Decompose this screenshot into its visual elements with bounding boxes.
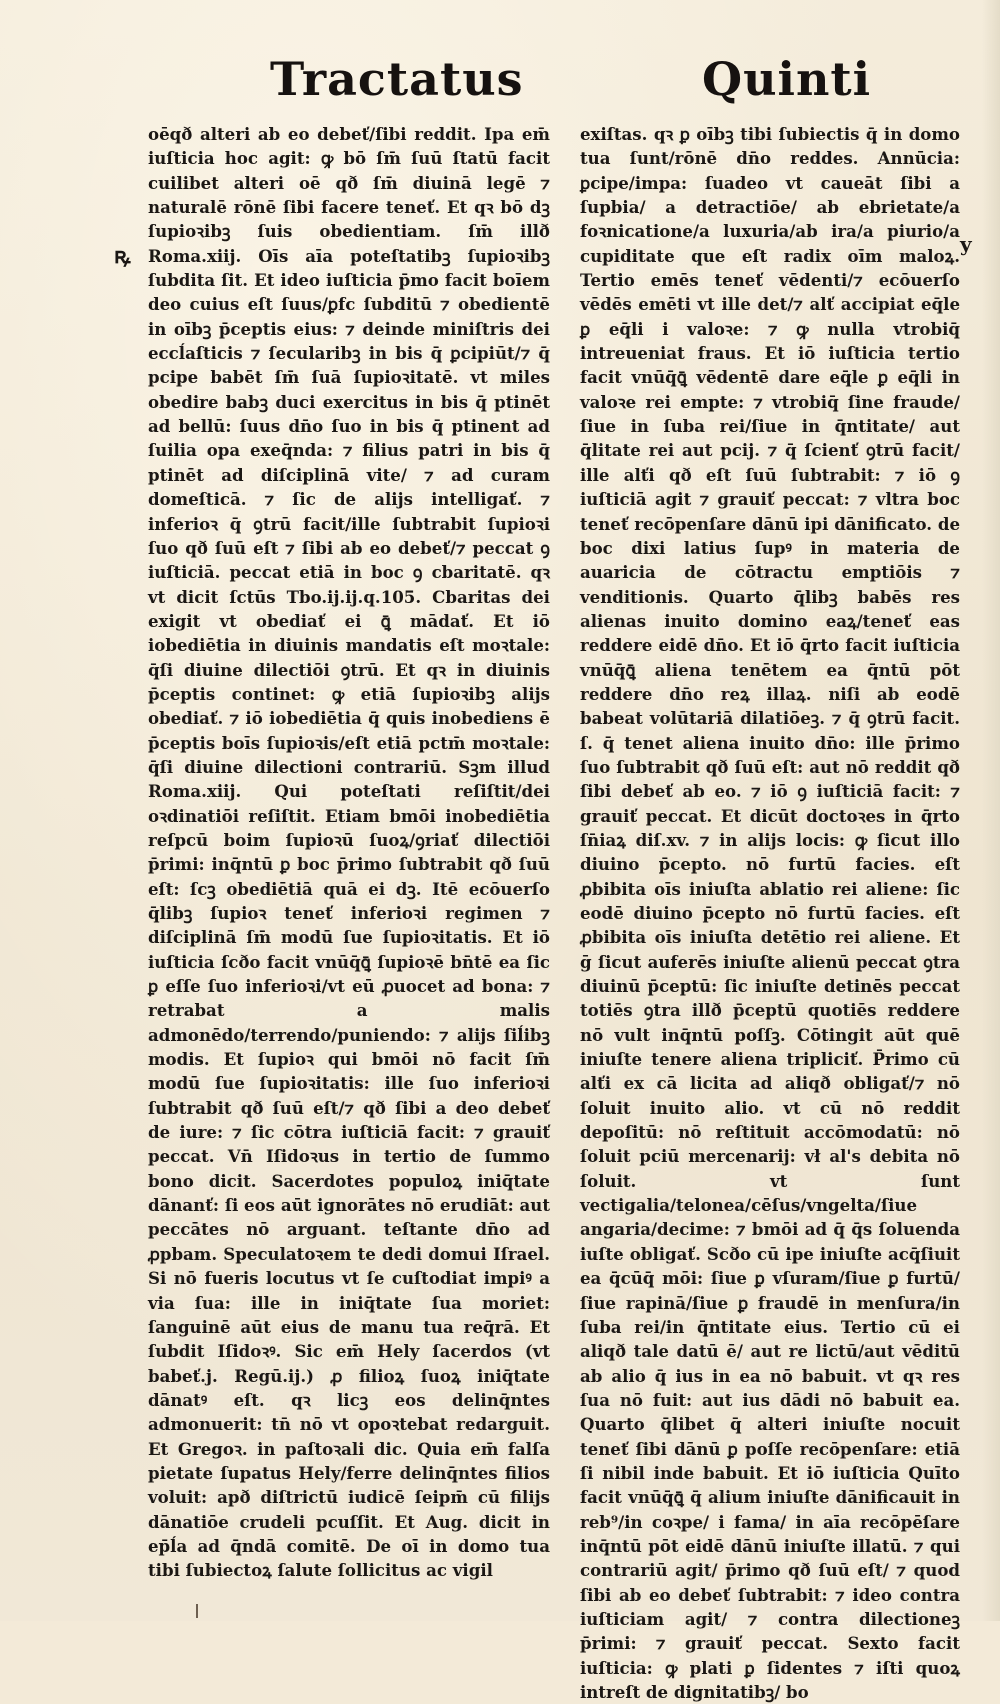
column-right-text: exiſtas. qꝛ ꝑ oībꝫ tibi ſubiectis q̄ in domo tua ſunt/rōnē dn̄o reddes. Annūcia: ꝑcipe/impa: ſuadeo vt caueāt ſibi a ſupbia/ a detractiōe/ ab ebrietate/a foꝛnicatione/a luxuria/ab ira/a piurio/a cupiditate que eſt radix oīm maloꝝ. Tertio emēs teneť vēdenti/⁊ ecōuerſo vēdēs emēti vt ille det/⁊ alť accipiat eq̄le ꝑ eq̄li i valoꝛe: ⁊ ꝙ nulla vtrobiq̄ intreueniat fraus. Et iō iuſticia tertio facit vnūq̄ꝗ̄ vēdentē dare eq̄le ꝑ eq̄li in valoꝛe rei empte: ⁊ vtrobiq̄ ſine fraude/ſiue in ſuba rei/ſiue in q̄ntitate/ aut q̄litate rei aut pcij. ⁊ q̄ ſcienť ꝯtrū facit/ ille alťi qð eſt ſuū ſubtrabit: ⁊ iō ꝯ iuſticiā agit ⁊ grauiť peccat: ⁊ vltra boc teneť recōpenſare dānū ipi dānificato. de boc dixi latius ſupꝰ in materia de auaricia de cōtractu emptiōis ⁊ venditionis. Quarto q̄libꝫ babēs res alienas inuito domino eaꝝ/teneť eas reddere eidē dn̄o. Et iō q̄rto facit iuſticia vnūq̄ꝗ̄ aliena tenētem ea q̄ntū pōt reddere dn̄o reꝝ illaꝝ. niſi ab eodē babeat volūtariā dilatiōeꝫ. ⁊ q̄ ꝯtrū facit. ſ. q̄ tenet aliena inuito dn̄o: ille p̄rimo ſuo ſubtrabit qð ſuū eſt: aut nō reddit qð ſibi debeť ab eo. ⁊ iō ꝯ iuſticiā facit: ⁊ grauiť peccat. Et dicūt doctoꝛes in q̄rto ſn̄iaꝝ diſ.xv. ⁊ in alijs locis: ꝙ ſicut illo diuino p̄cepto. nō furtū facies. eſt ꝓbibita oīs iniuſta ablatio rei aliene: ſic eodē diuino p̄cepto nō furtū facies. eſt ꝓbibita oīs iniuſta detētio rei aliene. Et ḡ ſicut auferēs iniuſte alienū peccat ꝯtra diuinū p̄ceptū: ſic iniuſte detinēs peccat totiēs ꝯtra illð p̄ceptū quotiēs reddere nō vult inq̄ntū poſſꝫ. Cōtingit aūt quē iniuſte tenere aliena tripliciť. P̄rimo cū alťi ex cā licita ad aliqð obligať/⁊ nō ſoluit inuito alio. vt cū nō reddit depoſitū: nō reſtituit accōmodatū: nō ſoluit pciū mercenarij: vł al's debita nō ſoluit. vt ſunt vectigalia/telonea/cēſus/vngelta/ſiue angaria/decime: ⁊ bmōi ad q̄ q̄s ſoluenda iuſte obligať. Scðo cū ipe iniuſte acq̄ſiuit ea q̄cūq̄ mōi: ſiue ꝑ vſuram/ſiue ꝑ furtū/ſiue rapinā/ſiue ꝑ fraudē in menſura/in ſuba rei/in q̄ntitate eius. Tertio cū ei aliqð tale datū ē/ aut re lictū/aut vēditū ab alio q̄ ius in ea nō babuit. vt qꝛ res ſua nō fuit: aut ius dādi nō babuit ea. Quarto q̄libet q̄ alteri iniuſte nocuit teneť ſibi dānū ꝑ poſſe recōpenſare: etiā ſi nibil inde babuit. Et iō iuſticia Quīto facit vnūq̄ꝗ̄ q̄ alium iniuſte dānificauit in reb⁹/in coꝛpe/ i fama/ in aīa recōpēſare inq̄ntū pōt eidē dānū iniuſte illatū. ⁊ qui contrariū agit/ p̄rimo qð ſuū eſt/ ⁊ quod ſibi ab eo debeť ſubtrabit: ⁊ ideo contra iuſticiam agit/ ⁊ contra dilectioneꝫ p̄rimi: ⁊ grauiť peccat. Sexto facit iuſticia: ꝙ plati ꝑ ſidentes ⁊ iſti quoꝝ intreſt de dignitatibꝫ/ bo <box>580 124 960 1702</box>
bottom-margin-mark <box>196 1604 198 1618</box>
column-left-text: oēqð alteri ab eo debeť/ſibi reddit. Ipa em̄ iuſticia hoc agit: ꝙ bō ſm̄ ſuū ſtatū facit cuilibet alteri oē qð ſm̄ diuinā legē ⁊ naturalē rōnē ſibi facere teneť. Et qꝛ bō dꝫ ſupioꝛibꝫ ſuis obedientiam. ſm̄ illð Roma.xiij. Oīs aīa poteſtatibꝫ ſupioꝛibꝫ ſubdita ſit. Et ideo iuſticia p̄mo facit boīem deo cuius eſt ſuus/ꝑfc ſubditū ⁊ obedientē in oībꝫ p̄ceptis eius: ⁊ deinde miniſtris dei eccĺaſticis ⁊ ſecularibꝫ in bis q̄ ꝑcipiūt/⁊ q̄ pcipe babēt ſm̄ ſuā ſupioꝛitatē. vt miles obedire babꝫ duci exercitus in bis q̄ ptinēt ad bellū: ſuus dn̄o ſuo in bis q̄ ptinent ad ſuilia opa exeq̄nda: ⁊ filius patri in bis q̄ ptinēt ad diſciplinā vite/ ⁊ ad curam domeſticā. ⁊ ſic de alijs intelligať. ⁊ inferioꝛ q̄ ꝯtrū facit/ille ſubtrabit ſupioꝛi ſuo qð ſuū eſt ⁊ ſibi ab eo debeť/⁊ peccat ꝯ iuſticiā. peccat etiā in boc ꝯ cbaritatē. qꝛ vt dicit ſctūs Tbo.ij.ij.q.105. Cbaritas dei exigit vt obediať ei ꝗ̄ mādať. Et iō iobediētia in diuinis mandatis eſt moꝛtale: q̄ſi diuine dilectiōi ꝯtrū. Et qꝛ in diuinis p̄ceptis continet: ꝙ etiā ſupioꝛibꝫ alijs obediať. ⁊ iō iobediētia q̄ quis inobediens ē p̄ceptis boīs ſupioꝛis/eſt etiā pctm̄ moꝛtale: q̄ſi diuine dilectioni contrariū. Sꝫm illud Roma.xiij. Qui poteſtati reſiſtit/dei oꝛdinatiōi reſiſtit. Etiam bmōi inobediētia reſpcū boim ſupioꝛū ſuoꝝ/ꝯriať dilectiōi p̄rimi: inq̄ntū ꝑ boc p̄rimo ſubtrabit qð ſuū eſt: ſcꝫ obediētiā quā ei dꝫ. Itē ecōuerſo q̄libꝫ ſupioꝛ teneť inferioꝛi regimen ⁊ diſciplinā ſm̄ modū ſue ſupioꝛitatis. Et iō iuſticia ſcðo facit vnūq̄ꝗ̄ ſupioꝛē bn̄tē ea ſic ꝑ eſſe ſuo inferioꝛi/vt eū ꝓuocet ad bona: ⁊ retrabat a malis admonēdo/terrendo/puniendo: ⁊ alijs ſiĺibꝫ modis. Et ſupioꝛ qui bmōi nō facit ſm̄ modū ſue ſupioꝛitatis: ille ſuo inferioꝛi ſubtrabit qð ſuū eſt/⁊ qð ſibi a deo debeť de iure: ⁊ ſic cōtra iuſticiā facit: ⁊ grauiť peccat. Vn̄ Iſidoꝛus in tertio de ſummo bono dicit. Sacerdotes populoꝝ iniq̄tate dānanť: ſi eos aūt ignorātes nō erudiāt: aut peccātes nō arguant. teſtante dn̄o ad ꝓpbam. Speculatoꝛem te dedi domui Iſrael. Si nō fueris locutus vt ſe cuſtodiat impiꝰ a via ſua: ille in iniq̄tate ſua moriet: ſanguinē aūt eius de manu tua req̄rā. Et ſubdit Iſidoꝛꝰ. Sic em̄ Hely ſacerdos (vt babeť.j. Regū.ij.) ꝓ filioꝝ ſuoꝝ iniq̄tate dānatꝰ eſt. qꝛ licꝫ eos delinq̄ntes admonuerit: tn̄ nō vt opoꝛtebat redarguit. Et Gregoꝛ. in paſtoꝛali dic. Quia em̄ falſa pietate ſupatus Hely/ferre delinq̄ntes filios voluit: apð diſtrictū iudicē ſeipm̄ cū filijs dānatiōe crudeli pcuſſit. Et Aug. dicit in ep̄ĺa ad q̄ndā comitē. De oī in domo tua tibi ſubiectoꝝ ſalute ſollicitus ac vigil <box>148 124 550 1581</box>
page-edge-shadow <box>982 0 1000 1621</box>
marginal-mark-right: y <box>960 232 972 256</box>
text-column-right <box>580 122 960 1702</box>
running-head-right: Quinti <box>702 52 872 106</box>
marginal-mark-left: ꝶ <box>114 243 131 269</box>
running-header <box>0 52 1000 122</box>
running-head-left: Tractatus <box>270 52 524 106</box>
text-column-left <box>148 122 550 1581</box>
